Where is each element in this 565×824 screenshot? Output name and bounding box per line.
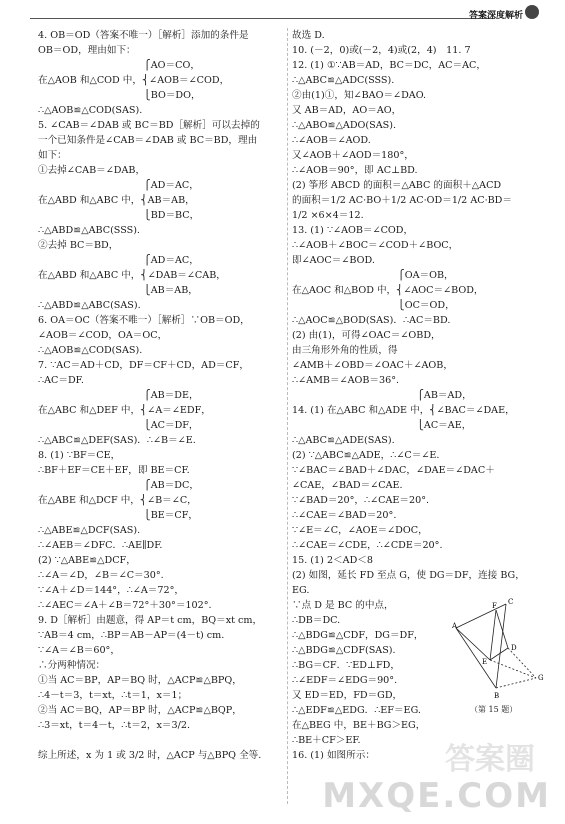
text-line: ∴△ABD≌△ABC(SSS). — [38, 225, 140, 236]
text-line: ⎩BO＝DO， — [38, 90, 201, 101]
text-line: ⎧AD＝AC， — [38, 255, 199, 266]
text-line: ∵∠E＝∠C，∠AOE＝∠DOC， — [292, 525, 428, 536]
text-line: ∵∠BAD＝20°，∴∠CAE＝20°. — [292, 495, 430, 506]
text-line: ∵AB＝4 cm，∴BP＝AB－AP＝(4－t) cm. — [38, 630, 225, 641]
text-line: 由三角形外角的性质，得 — [292, 345, 398, 356]
text-line: 1/2 ×6×4＝12. — [292, 210, 364, 221]
text-line: ∴∠EDF＝∠EDG＝90°. — [292, 675, 398, 686]
text-line: ⎧AB＝DC， — [38, 480, 199, 491]
fig-line — [496, 610, 508, 648]
text-line: 10. (－2，0)或(－2，4)或(2，4) 11. 7 — [292, 45, 471, 56]
fig-line-dashed — [490, 660, 536, 678]
text-line: ⎩AB＝AB， — [38, 285, 198, 296]
text-line: ∴△ABC≌△ADE(SAS). — [292, 435, 395, 446]
text-line: ⎩BE＝CF， — [38, 510, 198, 521]
text-line: 故选 D. — [292, 30, 325, 41]
text-line: ∠CAE，∠BAD＝∠CAE. — [292, 480, 403, 491]
text-line: ∴∠AMB＝∠AOB＝36°. — [292, 375, 400, 386]
text-line: ∴∠CAE＝∠CDE，∴∠CDE＝20°. — [292, 540, 443, 551]
text-line: 在△AOB 和△COD 中，⎨∠AOB＝∠COD， — [38, 75, 230, 86]
text-line: ⎧AD＝AC， — [38, 180, 199, 191]
fig-line — [496, 604, 506, 688]
text-line: 12. (1) ①∵AB＝AD，BC＝DC，AC＝AC， — [292, 60, 486, 71]
text-line: ∠AMB＋∠OBD＝∠OAC＋∠AOB， — [292, 360, 453, 371]
header-rule — [30, 18, 495, 19]
text-line: 15. (1) 2＜AD＜8 — [292, 555, 373, 566]
fig-line-dashed — [508, 648, 536, 678]
header-logo-icon — [525, 5, 539, 19]
fig-label: C — [508, 598, 514, 606]
fig-label: F — [492, 602, 497, 610]
text-line: ∴△BDG≌△CDF(SAS). — [292, 645, 396, 656]
text-line: 5. ∠CAB＝∠DAB 或 BC＝BD［解析］可以去掉的 — [38, 120, 260, 131]
text-line: ⎧AB＝AD， — [292, 390, 472, 401]
text-line: 13. (1) ∵∠AOB＝∠COD， — [292, 225, 414, 236]
fig-line — [456, 604, 506, 628]
text-line: 如下： — [38, 150, 67, 161]
fig-line — [490, 648, 508, 660]
text-line: ∴△ABD≌△ABC(SAS). — [38, 300, 141, 311]
text-line: ∴分两种情况： — [38, 660, 106, 671]
text-line: ∴∠AEC＝∠A＋∠B＝72°＋30°＝102°. — [38, 600, 212, 611]
text-line: 14. (1) 在△ABC 和△ADE 中，⎨∠BAC＝∠DAE， — [292, 405, 515, 416]
text-line: ∴3＝xt，t＝4－t，∴t＝2，x＝3/2. — [38, 720, 191, 731]
text-line: ∵∠A＋∠D＝144°，∴∠A＝72°， — [38, 585, 184, 596]
text-line: 在△ABC 和△DEF 中，⎨∠A＝∠EDF， — [38, 405, 211, 416]
text-line: ∴∠CAE＝∠BAD＝20°. — [292, 510, 397, 521]
text-line: 8. (1) ∵BF＝CE， — [38, 450, 121, 461]
text-line: ⎩BD＝BC， — [38, 210, 200, 221]
left-column — [38, 28, 282, 763]
text-line: ∴△ABO≌△ADO(SAS). — [292, 120, 397, 131]
text-line: (2) 由(1)，可得∠OAC＝∠OBD， — [292, 330, 441, 341]
text-line: ∴△BDG≌△CDF，DG＝DF， — [292, 630, 424, 641]
text-line: ⎩OC＝OD， — [292, 300, 455, 311]
text-line: ∴BG＝CF．∵ED⊥FD， — [292, 660, 400, 671]
text-line: ∴△AOC≌△BOD(SAS)．∴AC＝BD. — [292, 315, 451, 326]
text-line: ∠AOB＝∠COD，OA＝OC， — [38, 330, 168, 341]
text-line: 综上所述，x 为 1 或 3/2 时，△ACP 与△BPQ 全等. — [38, 750, 262, 761]
fig-line-dashed — [496, 678, 536, 688]
text-line — [38, 733, 282, 748]
text-line: ∴4－t＝3，t＝xt，∴t＝1，x＝1； — [38, 690, 188, 701]
text-line: 在△AOC 和△BOD 中，⎨∠AOC＝∠BOD， — [292, 285, 484, 296]
text-line: ∴∠AOB＝∠AOD. — [292, 135, 371, 146]
text-line: ∴△ABC≌△DEF(SAS)．∴∠B＝∠E. — [38, 435, 196, 446]
text-line: ⎧OA＝OB， — [292, 270, 454, 281]
text-line: ①当 AC＝BP，AP＝BQ 时，△ACP≌△BPQ， — [38, 675, 242, 686]
text-line: ⎧AO＝CO， — [38, 60, 200, 71]
text-line: ∴∠A＝∠D，∠B＝∠C＝30°. — [38, 570, 164, 581]
text-line: ∴△AOB≌△COD(SAS). — [38, 345, 143, 356]
fig-label: B — [494, 692, 500, 700]
text-line: 6. OA＝OC（答案不唯一）［解析］∵OB＝OD， — [38, 315, 250, 326]
text-line: 在△ABD 和△ABC 中，⎨∠DAB＝∠CAB， — [38, 270, 226, 281]
text-line: ②由(1)①，知∠BAO＝∠DAO. — [292, 90, 427, 101]
text-line: 16. (1) 如图所示： — [292, 750, 375, 761]
text-line: ∵∠A＝∠B＝60°， — [38, 645, 120, 656]
text-line: ∴AC＝DF. — [38, 375, 84, 386]
text-line: 一个已知条件是∠CAB＝∠DAB 或 BC＝BD，理由 — [38, 135, 258, 146]
page-header — [0, 0, 565, 26]
text-line: EG. — [292, 585, 310, 596]
text-line: 即∠AOC＝∠BOD. — [292, 255, 375, 266]
text-line: 又 AB＝AD，AO＝AO， — [292, 105, 402, 116]
figure-caption: （第 15 题） — [470, 705, 518, 714]
text-line: ⎩AC＝DF， — [38, 420, 199, 431]
text-line: 9. D［解析］由题意，得 AP＝t cm，BQ＝xt cm， — [38, 615, 263, 626]
text-line: ∴△EDF≌△EDG．∴EF＝EG. — [292, 705, 421, 716]
text-line: ∴∠AOB＝90°，即 AC⊥BD. — [292, 165, 418, 176]
text-line: 又 ED＝ED，FD＝GD， — [292, 690, 403, 701]
text-line: ∵∠BAC＝∠BAD＋∠DAC，∠DAE＝∠DAC＋ — [292, 465, 495, 476]
text-line: ∴BE＋CF＞EF. — [292, 735, 361, 746]
text-line: ∴BF＋EF＝CE＋EF，即 BE＝CF. — [38, 465, 190, 476]
text-line: 4. OB＝OD（答案不唯一）［解析］添加的条件是 — [38, 30, 249, 41]
text-line: ∴△ABC≌△ADC(SSS). — [292, 75, 395, 86]
text-line: ②去掉 BC＝BD， — [38, 240, 119, 251]
text-line: ∴△ABE≌△DCF(SAS). — [38, 525, 141, 536]
text-line: OB＝OD，理由如下： — [38, 45, 136, 56]
text-line: ①去掉∠CAB＝∠DAB， — [38, 165, 146, 176]
text-line: 的面积＝1/2 AC·BO＋1/2 AC·OD＝1/2 AC·BD＝ — [292, 195, 512, 206]
text-line: ②当 AC＝BQ，AP＝BP 时，△ACP≌△BQP， — [38, 705, 242, 716]
text-line: 7. ∵AC＝AD＋CD，DF＝CF＋CD，AD＝CF， — [38, 360, 249, 371]
fig-label: E — [482, 658, 488, 666]
text-line: (2) 如图，延长 FD 至点 G，使 DG＝DF，连接 BG， — [292, 570, 525, 581]
text-line: ∴DB＝DC. — [292, 615, 341, 626]
text-line: ∴∠AEB＝∠DFC．∴AE∥DF. — [38, 540, 163, 551]
figure-15-diagram — [452, 598, 548, 708]
text-line: ∵点 D 是 BC 的中点， — [292, 600, 394, 611]
text-line: (2) 筝形 ABCD 的面积＝△ABC 的面积＋△ACD — [292, 180, 502, 191]
watermark-text: MXQE.COM — [322, 776, 551, 816]
header-title: 答案深度解析 — [468, 11, 523, 21]
text-line: (2) ∵△ABC≌△ADE，∴∠C＝∠E. — [292, 450, 440, 461]
text-line: 在△BEG 中，BE＋BG＞EG， — [292, 720, 426, 731]
text-line: 在△ABE 和△DCF 中，⎨∠B＝∠C， — [38, 495, 197, 506]
fig-label: G — [538, 674, 544, 682]
text-line: ∴∠AOB＋∠BOC＝∠COD＋∠BOC， — [292, 240, 459, 251]
text-line: ⎧AB＝DE， — [38, 390, 199, 401]
text-line: ∴△AOB≌△COD(SAS). — [38, 105, 143, 116]
fig-line — [456, 628, 490, 660]
text-line: 又∠AOB＋∠AOD＝180°， — [292, 150, 414, 161]
fig-line — [490, 610, 496, 660]
watermark-logo: 答案圈 — [445, 742, 535, 777]
fig-label: D — [511, 644, 517, 652]
text-line: (2) ∵△ABE≌△DCF， — [38, 555, 136, 566]
text-line: 在△ABD 和△ABC 中，⎨AB＝AB， — [38, 195, 195, 206]
column-divider — [287, 28, 288, 804]
text-line: ⎩AC＝AE， — [292, 420, 472, 431]
fig-label: A — [452, 622, 458, 630]
